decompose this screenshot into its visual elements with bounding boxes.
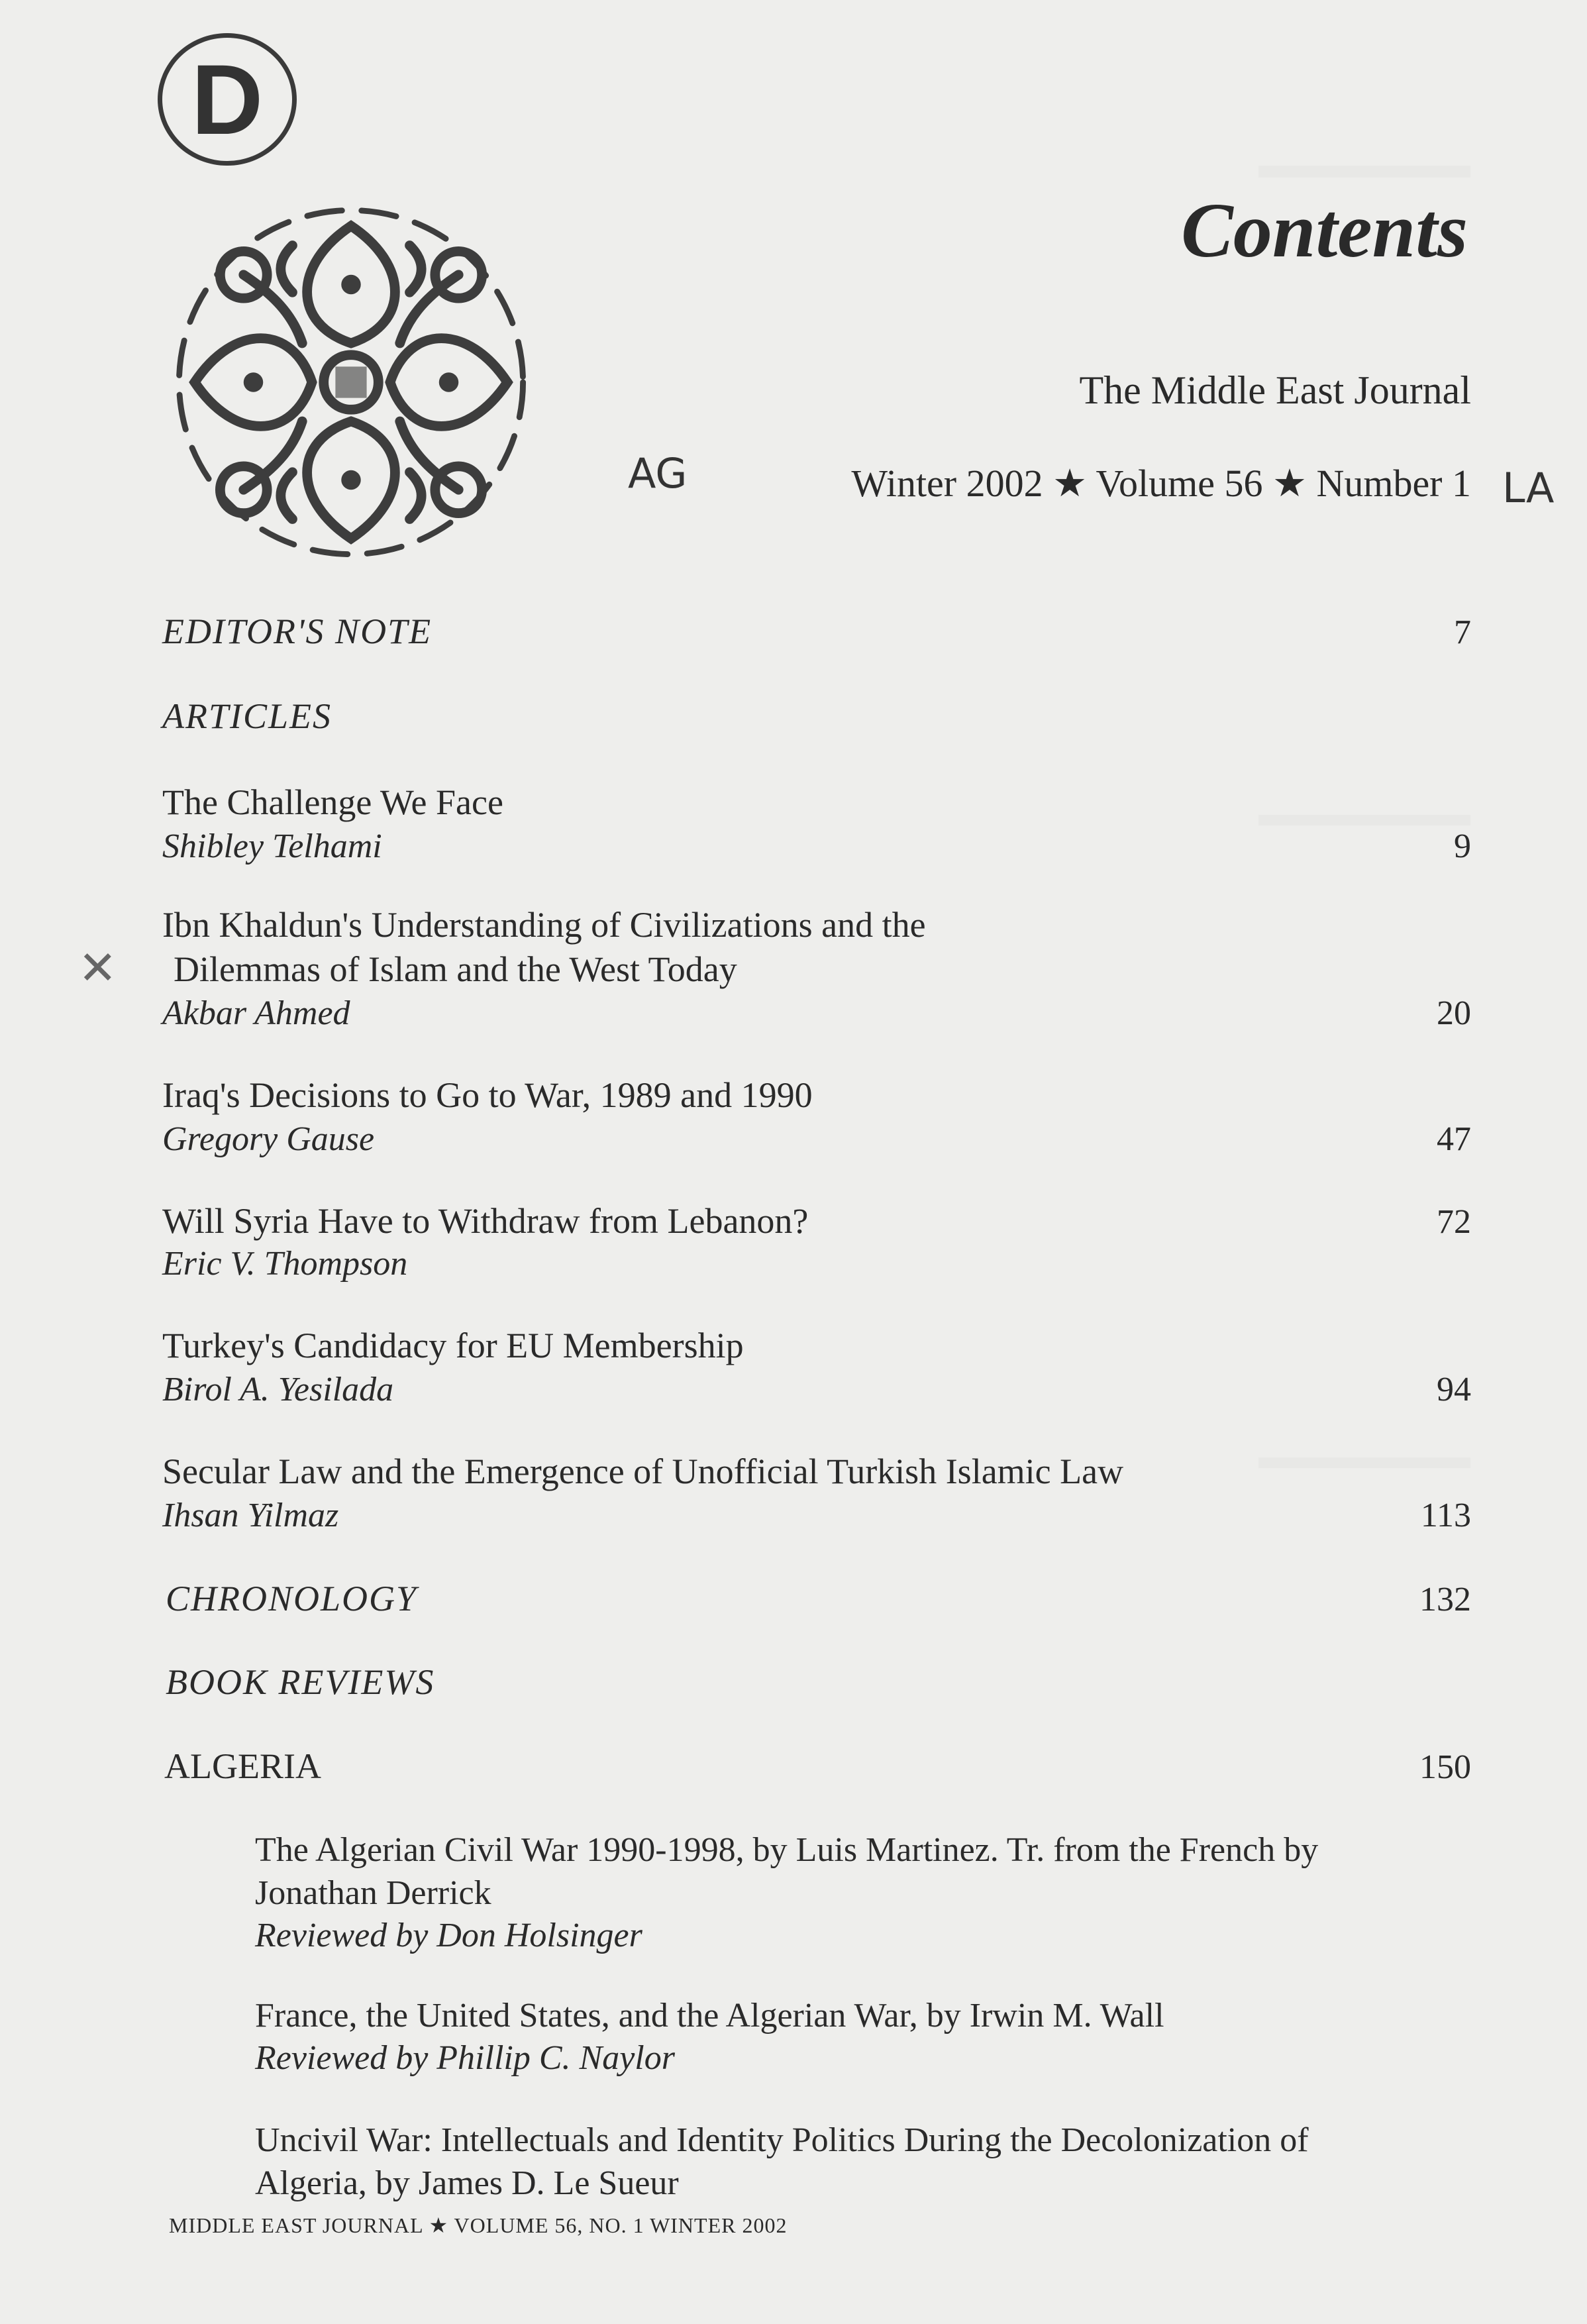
article-author: Birol A. Yesilada (162, 1371, 394, 1408)
articles-label: ARTICLES (162, 696, 333, 736)
article-page: 113 (1420, 1497, 1471, 1534)
show-through (1258, 815, 1470, 825)
article-author: Eric V. Thompson (162, 1245, 408, 1283)
arabesque-ornament-icon (156, 187, 546, 578)
article-title-cont: Dilemmas of Islam and the West Today (174, 949, 737, 989)
review-title-cont: Algeria, by James D. Le Sueur (255, 2164, 679, 2202)
article-page: 72 (1437, 1203, 1471, 1241)
page-title: Contents (1181, 187, 1468, 274)
article-title: Will Syria Have to Withdraw from Lebanon? (162, 1201, 809, 1241)
handwritten-note-left: AG (628, 449, 688, 498)
editors-note-label: EDITOR'S NOTE (162, 611, 433, 651)
article-page: 47 (1437, 1120, 1471, 1158)
article-author: Akbar Ahmed (162, 994, 350, 1032)
article-title: Iraq's Decisions to Go to War, 1989 and 1990 (162, 1075, 813, 1115)
article-page: 20 (1437, 994, 1471, 1032)
book-reviews-label: BOOK REVIEWS (166, 1662, 435, 1702)
editors-note-page: 7 (1454, 613, 1471, 651)
review-title: Uncivil War: Intellectuals and Identity Politics During the Decolonization of (255, 2121, 1309, 2159)
review-title: The Algerian Civil War 1990-1998, by Luis Martinez. Tr. from the French by (255, 1831, 1319, 1869)
article-title: Secular Law and the Emergence of Unofficial Turkish Islamic Law (162, 1452, 1124, 1491)
article-page: 94 (1437, 1371, 1471, 1408)
article-author: Gregory Gause (162, 1120, 375, 1158)
review-title: France, the United States, and the Algerian War, by Irwin M. Wall (255, 1997, 1164, 2034)
margin-mark: ✕ (78, 941, 117, 995)
library-stamp: D (158, 33, 297, 166)
show-through (1258, 166, 1470, 178)
chronology-page: 132 (1419, 1581, 1471, 1618)
show-through (1258, 1457, 1470, 1468)
article-author: Ihsan Yilmaz (162, 1497, 339, 1534)
article-title: Turkey's Candidacy for EU Membership (162, 1326, 744, 1365)
algeria-label: ALGERIA (164, 1746, 321, 1786)
chronology-label: CHRONOLOGY (166, 1579, 418, 1618)
algeria-page: 150 (1419, 1748, 1471, 1786)
handwritten-note-right: LA (1502, 464, 1555, 512)
reviewer: Reviewed by Don Holsinger (255, 1917, 642, 1954)
article-author: Shibley Telhami (162, 827, 382, 865)
article-title: The Challenge We Face (162, 782, 503, 822)
page-footer: MIDDLE EAST JOURNAL ★ VOLUME 56, NO. 1 WINTER 2002 (169, 2213, 788, 2237)
reviewer: Reviewed by Phillip C. Naylor (255, 2039, 675, 2077)
article-title: Ibn Khaldun's Understanding of Civilizations and the (162, 905, 926, 945)
issue-line: Winter 2002 ★ Volume 56 ★ Number 1 (851, 462, 1471, 505)
article-page: 9 (1454, 827, 1471, 865)
journal-name: The Middle East Journal (1079, 368, 1471, 412)
review-title-cont: Jonathan Derrick (255, 1874, 491, 1912)
